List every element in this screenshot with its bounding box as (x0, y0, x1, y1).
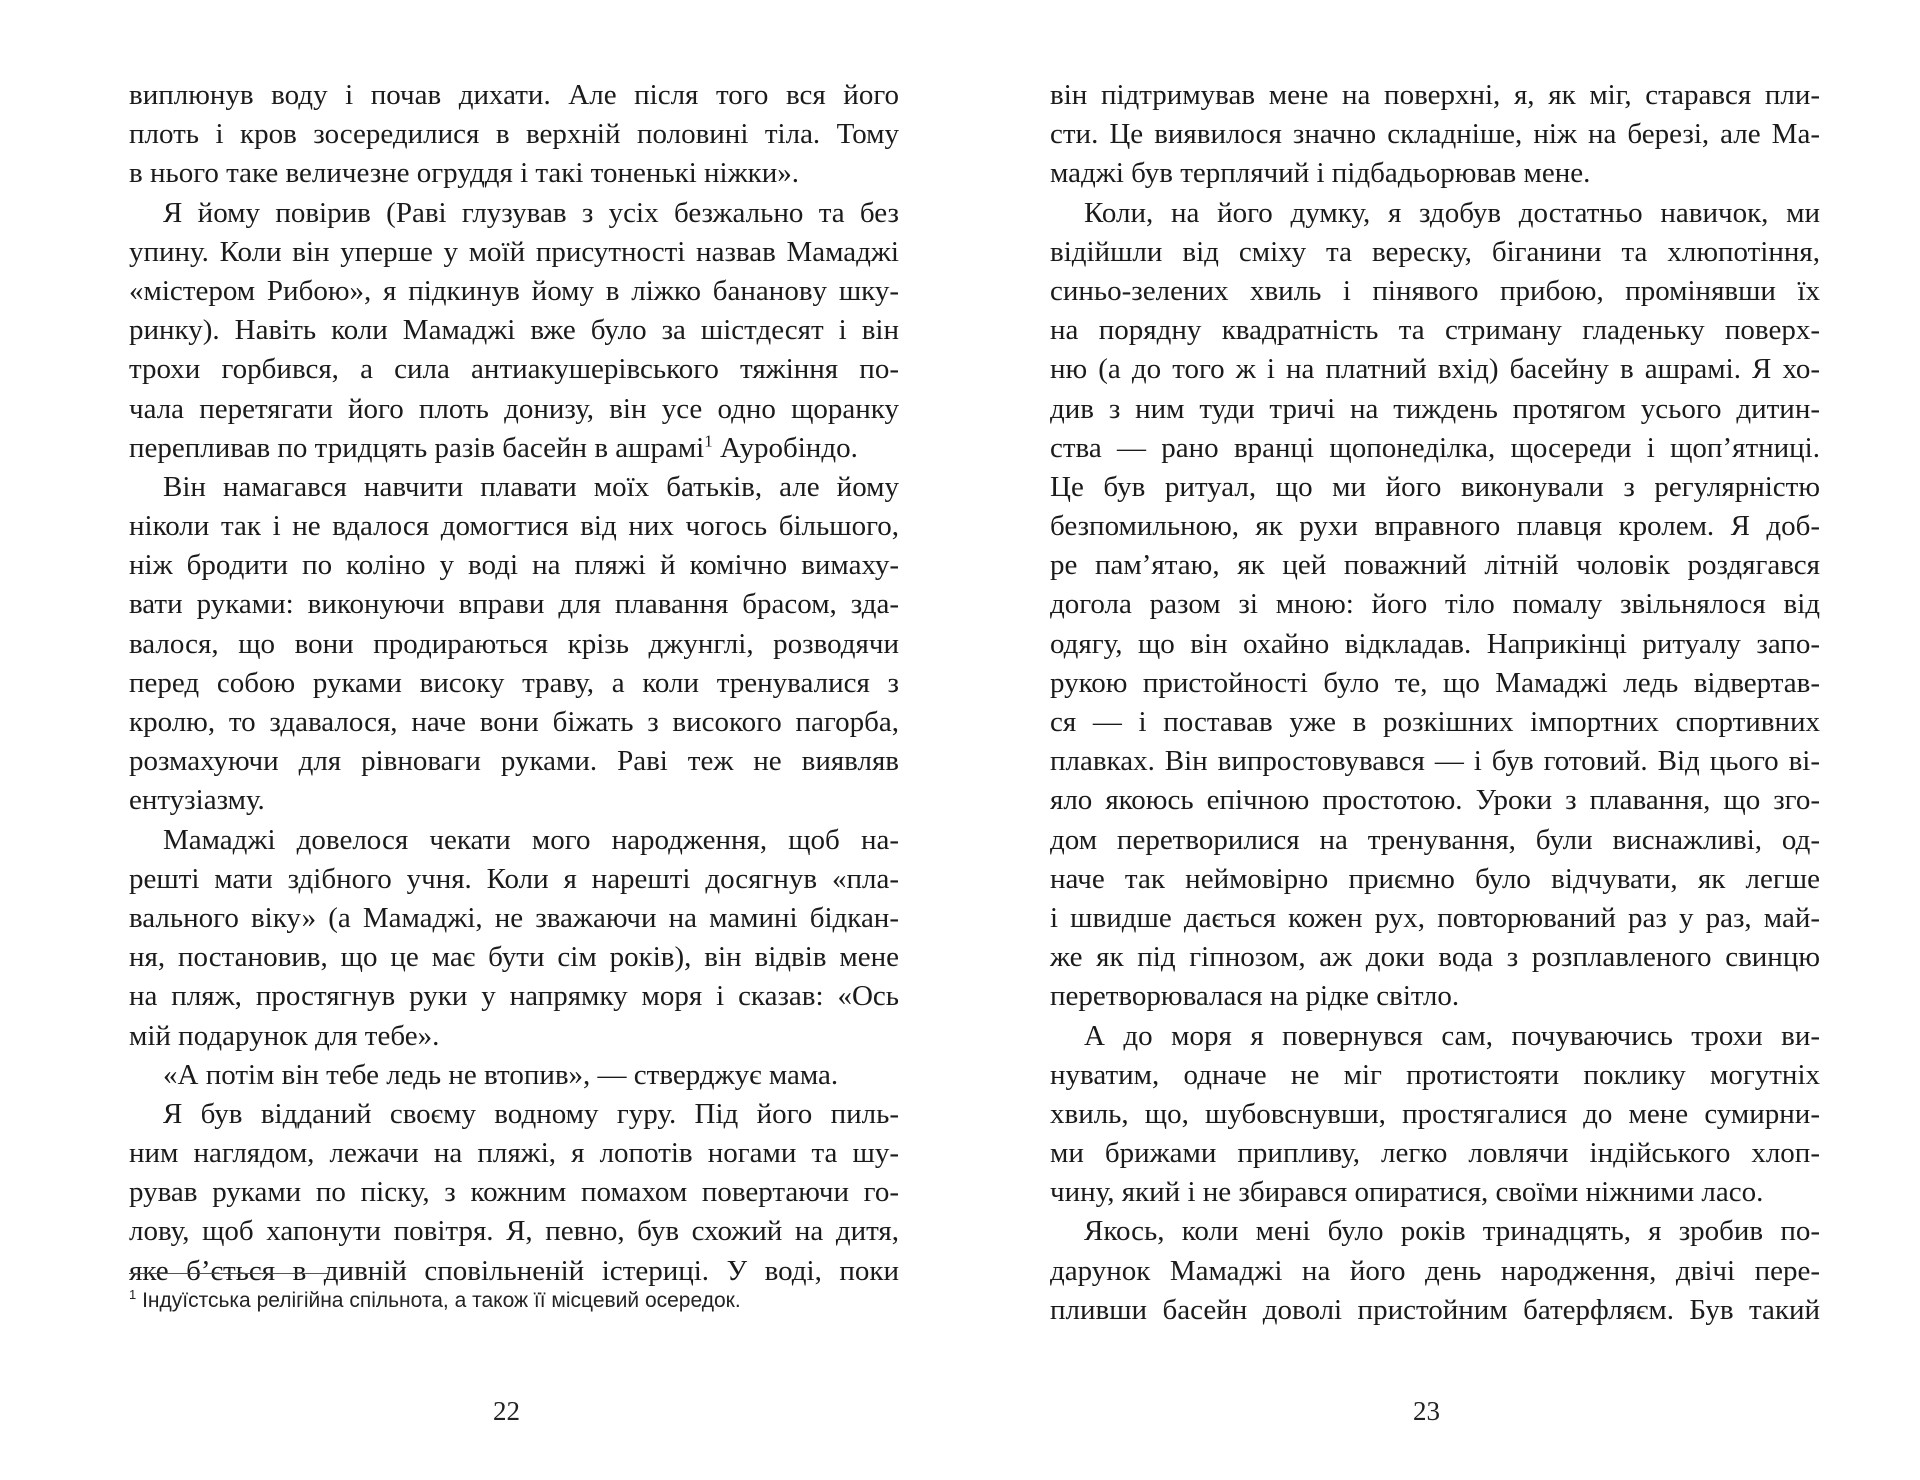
text-line (129, 1056, 899, 1095)
text-line-content: А до моря я повернувся сам, почуваючись трохи ви- (1084, 1019, 1820, 1052)
text-line (1050, 350, 1820, 389)
text-line-content: Я був відданий своєму водному гуру. Під його пиль- (163, 1097, 899, 1130)
text-line-continuation: Ауробіндо. (712, 431, 858, 464)
text-line-content: перетворювалася на рідке світло. (1050, 980, 1460, 1013)
text-line-content: Це був ритуал, що ми його виконували з регулярністю (1050, 470, 1820, 503)
text-line (1050, 899, 1820, 938)
text-line (1050, 468, 1820, 507)
text-line (129, 272, 899, 311)
footnote-reference: 1 (704, 431, 713, 451)
text-line (129, 1095, 899, 1134)
footnote (129, 1287, 741, 1315)
text-line (129, 468, 899, 507)
text-line-content: Я йому повірив (Раві глузував з усіх безжально та без (163, 196, 899, 229)
text-line (129, 350, 899, 389)
text-line (1050, 194, 1820, 233)
text-line-content: яке б’ється в дивній сповільненій істериці. У воді, поки (129, 1254, 899, 1287)
text-line-content: ня, постановив, що це має бути сім років), він відвів мене (129, 941, 899, 974)
text-line-content: мій подарунок для тебе». (129, 1019, 440, 1052)
text-line (1050, 1017, 1820, 1056)
text-line-content: ринку). Навіть коли Мамаджі вже було за шістдесят і він (129, 314, 899, 347)
text-line (129, 664, 899, 703)
text-line-content: дом перетворилися на тренування, були виснажливі, од- (1050, 823, 1820, 856)
text-line (129, 899, 899, 938)
text-line (129, 233, 899, 272)
text-line-content: «містером Рибою», я підкинув йому в ліжко банановy шку- (129, 274, 899, 307)
text-line (129, 1173, 899, 1212)
text-line-content: яло якоюсь епічною простотою. Уроки з плавання, що зго- (1050, 784, 1820, 817)
text-line (1050, 703, 1820, 742)
text-line (129, 742, 899, 781)
text-line (129, 1252, 899, 1291)
text-line-content: маджі був терплячий і підбадьорював мене. (1050, 157, 1591, 190)
text-line-content: Якось, коли мені було років тринадцять, я зробив по- (1084, 1215, 1820, 1248)
text-line-content: нуватим, одначе не міг протистояти поклику могутніх (1050, 1058, 1820, 1091)
text-line-content: хвиль, що, шубовснувши, простягалися до мене сумирни- (1050, 1097, 1820, 1130)
text-line (1050, 1252, 1820, 1291)
text-line-content: кролю, то здавалося, наче вони біжать з високого пагорба, (129, 706, 899, 738)
text-line (1050, 1095, 1820, 1134)
text-line-content: ми брижами припливу, легко ловлячи індійського хлоп- (1050, 1137, 1820, 1170)
text-line (1050, 1291, 1820, 1330)
text-line-content: ніколи так і не вдалося домогтися від них чогось більшого, (129, 510, 899, 543)
text-line-content: ентузіазму. (129, 784, 265, 817)
text-line-content: Коли, на його думку, я здобув достатньо навичок, ми (1084, 196, 1820, 229)
text-line (129, 703, 899, 742)
text-line-content: лову, щоб хапонути повітря. Я, певно, був схожий на дитя, (129, 1215, 899, 1248)
text-line (129, 546, 899, 585)
text-line-content: валося, що вони продираються крізь джунглі, розводячи (129, 627, 899, 660)
text-line (1050, 1056, 1820, 1095)
text-line-content: сти. Це виявилося значно складніше, ніж на березі, але Ма- (1050, 118, 1820, 151)
text-line (1050, 76, 1820, 115)
text-line (1050, 429, 1820, 468)
text-line (1050, 154, 1820, 193)
footnote-divider (129, 1273, 329, 1274)
right-page (960, 0, 1920, 1480)
text-line-content: ре пам’ятаю, як цей поважний літній чоловік роздягався (1050, 549, 1820, 582)
text-line (1050, 1134, 1820, 1173)
page-number-right: 23 (1413, 1396, 1440, 1426)
text-line-content: Мамаджі довелося чекати мого народження, щоб на- (163, 823, 899, 856)
text-line-content: чала перетягати його плоть донизу, він усе одно щоранку (129, 392, 899, 425)
text-line-content: ніж бродити по коліно у воді на пляжі й комічно вимаху- (129, 549, 899, 582)
text-line-content: відійшли від сміху та вереску, біганини та хлюпотіння, (1050, 235, 1820, 268)
text-line-content: ню (а до того ж і на платний вхід) басейну в ашрамі. Я хо- (1050, 353, 1820, 386)
text-line (129, 938, 899, 977)
text-line (1050, 507, 1820, 546)
text-line-content: на пляж, простягнув руки у напрямку моря і сказав: «Ось (129, 980, 899, 1013)
text-line (1050, 781, 1820, 820)
text-line-content: він підтримував мене на поверхні, я, як міг, старався пли- (1050, 79, 1820, 111)
text-line (1050, 1212, 1820, 1251)
text-line (129, 1134, 899, 1173)
right-page-text (1050, 76, 1820, 1330)
footnote-mark: 1 (129, 1287, 137, 1302)
text-line (129, 507, 899, 546)
text-line (1050, 821, 1820, 860)
text-line (129, 194, 899, 233)
text-line (129, 115, 899, 154)
text-line (129, 1212, 899, 1251)
text-line-content: рукою пристойності було те, що Мамаджі ледь відвертав- (1050, 666, 1820, 699)
text-line-content: на порядну квадратність та стриману гладеньку поверх- (1050, 314, 1820, 347)
text-line-content: і швидше дається кожен рух, повторюваний раз у раз, май- (1050, 901, 1820, 934)
text-line-content: перед собою руками високу траву, а коли тренувалися з (129, 666, 899, 699)
text-line-content: дарунок Мамаджі на його день народження, двічі пере- (1050, 1254, 1820, 1287)
text-line-content: ства — рано вранці щопонеділка, щосереди і щоп’ятниці. (1050, 431, 1820, 464)
text-line-content: ся — і поставав уже в розкішних імпортних спортивних (1050, 706, 1820, 738)
text-line-content: Він намагався навчити плавати моїх батьків, але йому (163, 470, 899, 503)
text-line-content: ним наглядом, лежачи на пляжі, я лопотів ногами та шу- (129, 1137, 899, 1170)
text-line (129, 860, 899, 899)
text-line (129, 821, 899, 860)
text-line (129, 390, 899, 429)
page-number-left: 22 (493, 1396, 520, 1426)
text-line-content: в нього таке величезне огруддя і такі тоненькі ніжки». (129, 157, 799, 190)
text-line (129, 429, 899, 468)
text-line-content: перепливав по тридцять разів басейн в ашрамі (129, 431, 705, 464)
text-line (1050, 625, 1820, 664)
text-line (1050, 115, 1820, 154)
text-line-content: вального віку» (а Мамаджі, не зважаючи на мамині бідкан- (129, 901, 899, 934)
text-line (129, 1017, 899, 1056)
text-line (129, 76, 899, 115)
left-page-text (129, 76, 899, 1291)
footnote-text: Індуїстська релігійна спільнота, а також її місцевий осередок. (136, 1289, 741, 1312)
text-line-content: синьо-зелених хвиль і пінявого прибою, промінявши їх (1050, 274, 1820, 307)
text-line-content: трохи горбився, а сила антиакушерівського тяжіння по- (129, 353, 899, 386)
text-line-content: вати руками: виконуючи вправи для плавання брасом, зда- (129, 588, 899, 621)
text-line (129, 625, 899, 664)
text-line (1050, 390, 1820, 429)
text-line (129, 311, 899, 350)
text-line (1050, 311, 1820, 350)
text-line-content: плоть і кров зосередилися в верхній половині тіла. Тому (129, 118, 899, 151)
text-line-content: же як під гіпнозом, аж доки вода з розплавленого свинцю (1050, 941, 1820, 974)
text-line-content: рував руками по піску, з кожним помахом повертаючи го- (129, 1176, 899, 1209)
text-line (1050, 938, 1820, 977)
text-line (1050, 546, 1820, 585)
text-line-content: решті мати здібного учня. Коли я нарешті досягнув «пла- (129, 862, 899, 895)
text-line (1050, 585, 1820, 624)
text-line (129, 154, 899, 193)
text-line-content: розмахуючи для рівноваги руками. Раві теж не виявляв (129, 745, 899, 778)
text-line-content: виплюнув воду і почав дихати. Але після того вся його (129, 79, 899, 111)
text-line-content: див з ним туди тричі на тиждень протягом усього дитин- (1050, 392, 1820, 425)
text-line (1050, 233, 1820, 272)
text-line-content: наче так неймовірно приємно було відчувати, як легше (1050, 862, 1820, 895)
text-line (1050, 1173, 1820, 1212)
text-line-content: пливши басейн доволі пристойним батерфляєм. Був такий (1050, 1293, 1820, 1326)
text-line-content: плавках. Він випростовувався — і був готовий. Від цього ві- (1050, 745, 1820, 778)
text-line (1050, 742, 1820, 781)
text-line-content: безпомильною, як рухи вправного плавця кролем. Я доб- (1050, 510, 1820, 543)
text-line (1050, 664, 1820, 703)
text-line-content: упину. Коли він уперше у моїй присутності назвав Мамаджі (129, 235, 899, 268)
text-line-content: «А потім він тебе ледь не втопив», — стверджує мама. (163, 1058, 839, 1091)
text-line (1050, 860, 1820, 899)
text-line (129, 977, 899, 1016)
text-line (129, 781, 899, 820)
text-line (1050, 272, 1820, 311)
text-line (129, 585, 899, 624)
text-line-content: догола разом зі мною: його тіло помалу звільнялося від (1050, 588, 1820, 621)
text-line-content: чину, який і не збирався опиратися, своїми ніжними ласо. (1050, 1176, 1764, 1209)
text-line-content: одягу, що він охайно відкладав. Наприкінці ритуалу запо- (1050, 627, 1820, 660)
text-line (1050, 977, 1820, 1016)
